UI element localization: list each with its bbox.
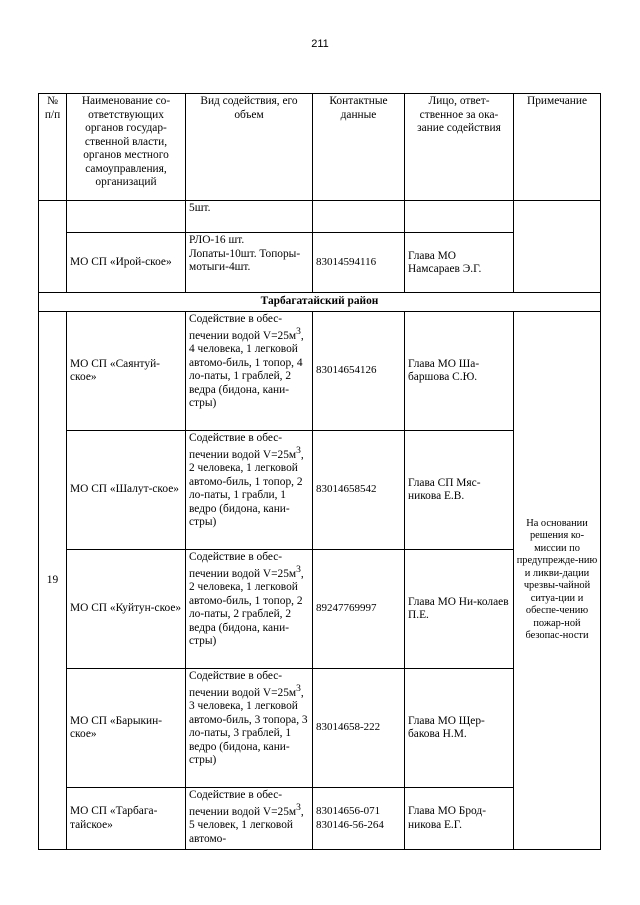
superscript: 3: [296, 803, 301, 813]
aid-cell: РЛО-16 шт. Лопаты-10шт. Топоры-мотыги-4шт.: [186, 233, 313, 293]
contact-cell: 83014656-071 830146-56-264: [313, 787, 405, 849]
aid-text-part: Содействие в обес-печении водой V=25м: [189, 669, 297, 699]
contact-cell: [313, 201, 405, 233]
person-cell: Глава МО Щер-бакова Н.М.: [405, 668, 514, 787]
superscript: 3: [296, 327, 301, 337]
person-cell: Глава СП Мяс-никова Е.В.: [405, 430, 514, 549]
aid-text-part: , 2 человека, 1 легковой автомо-биль, 1 топор, 2 ло-паты, 2 граблей, 2 ведра (бидона, кани-стры): [189, 567, 304, 648]
contact-cell: 83014594116: [313, 233, 405, 293]
header-note: Примечание: [514, 94, 601, 201]
row-number-cell: [39, 201, 67, 293]
aid-text-part: Содействие в обес-печении водой V=25м: [189, 312, 297, 342]
aid-text-part: , 5 человек, 1 легковой автомо-: [189, 805, 304, 845]
table-row: [39, 201, 601, 233]
note-cell: На основании решения ко-миссии по предупрежде-нию и ликви-дации чрезвы-чайной ситуа-ции и обеспе-чению пожар-ной безопас-ности: [514, 311, 601, 849]
aid-cell: [186, 549, 313, 668]
org-cell: МО СП «Куйтун-ское»: [67, 549, 186, 668]
group-number: 19: [39, 311, 67, 849]
page-number: 211: [311, 38, 329, 50]
header-contacts: Контактные данные: [313, 94, 405, 201]
contact-cell: 89247769997: [313, 549, 405, 668]
org-cell: МО СП «Ирой-ское»: [67, 233, 186, 293]
superscript: 3: [296, 565, 301, 575]
table-row: [39, 311, 601, 430]
org-cell: [67, 201, 186, 233]
table-header-row: [39, 94, 601, 201]
superscript: 3: [296, 446, 301, 456]
aid-text-part: Содействие в обес-печении водой V=25м: [189, 431, 297, 461]
person-cell: Глава МО Брод-никова Е.Г.: [405, 787, 514, 849]
superscript: 3: [296, 684, 301, 694]
person-cell: [405, 201, 514, 233]
district-title: Тарбагатайский район: [39, 293, 601, 312]
contact-cell: 83014654126: [313, 311, 405, 430]
header-organization: Наименование со-ответствующих органов государ-ственной власти, органов местного самоуправления, организаций: [67, 94, 186, 201]
aid-cell: [186, 430, 313, 549]
assistance-table: [38, 93, 601, 850]
person-cell: Глава МО Ша-баршова С.Ю.: [405, 311, 514, 430]
aid-text-part: , 3 человека, 1 легковой автомо-биль, 3 топора, 3 ло-паты, 3 граблей, 1 ведро (бидона, кани-стры): [189, 686, 308, 767]
header-number: № п/п: [39, 94, 67, 201]
header-aid-type: Вид содействия, его объем: [186, 94, 313, 201]
contact-cell: 83014658-222: [313, 668, 405, 787]
org-cell: МО СП «Шалут-ское»: [67, 430, 186, 549]
contact-cell: 83014658542: [313, 430, 405, 549]
org-cell: МО СП «Тарбага-тайское»: [67, 787, 186, 849]
aid-text-part: , 2 человека, 1 легковой автомо-биль, 1 топор, 2 ло-паты, 1 грабли, 1 ведро (бидона, кани-стры): [189, 448, 304, 529]
header-responsible-person: Лицо, ответ-ственное за ока-зание содействия: [405, 94, 514, 201]
aid-cell: [186, 668, 313, 787]
aid-cell: [186, 311, 313, 430]
aid-text-part: Содействие в обес-печении водой V=25м: [189, 550, 297, 580]
aid-cell: 5шт.: [186, 201, 313, 233]
district-row: [39, 293, 601, 312]
note-cell: [514, 201, 601, 293]
org-cell: МО СП «Барыкин-ское»: [67, 668, 186, 787]
aid-text-part: Содействие в обес-печении водой V=25м: [189, 788, 297, 818]
org-cell: МО СП «Саянтуй-ское»: [67, 311, 186, 430]
aid-cell: [186, 787, 313, 849]
person-cell: Глава МО Намсараев Э.Г.: [405, 233, 514, 293]
aid-text-part: , 4 человека, 1 легковой автомо-биль, 1 топор, 4 ло-паты, 1 граблей, 2 ведра (бидона, кани-стры): [189, 329, 304, 410]
person-cell: Глава МО Ни-колаев П.Е.: [405, 549, 514, 668]
